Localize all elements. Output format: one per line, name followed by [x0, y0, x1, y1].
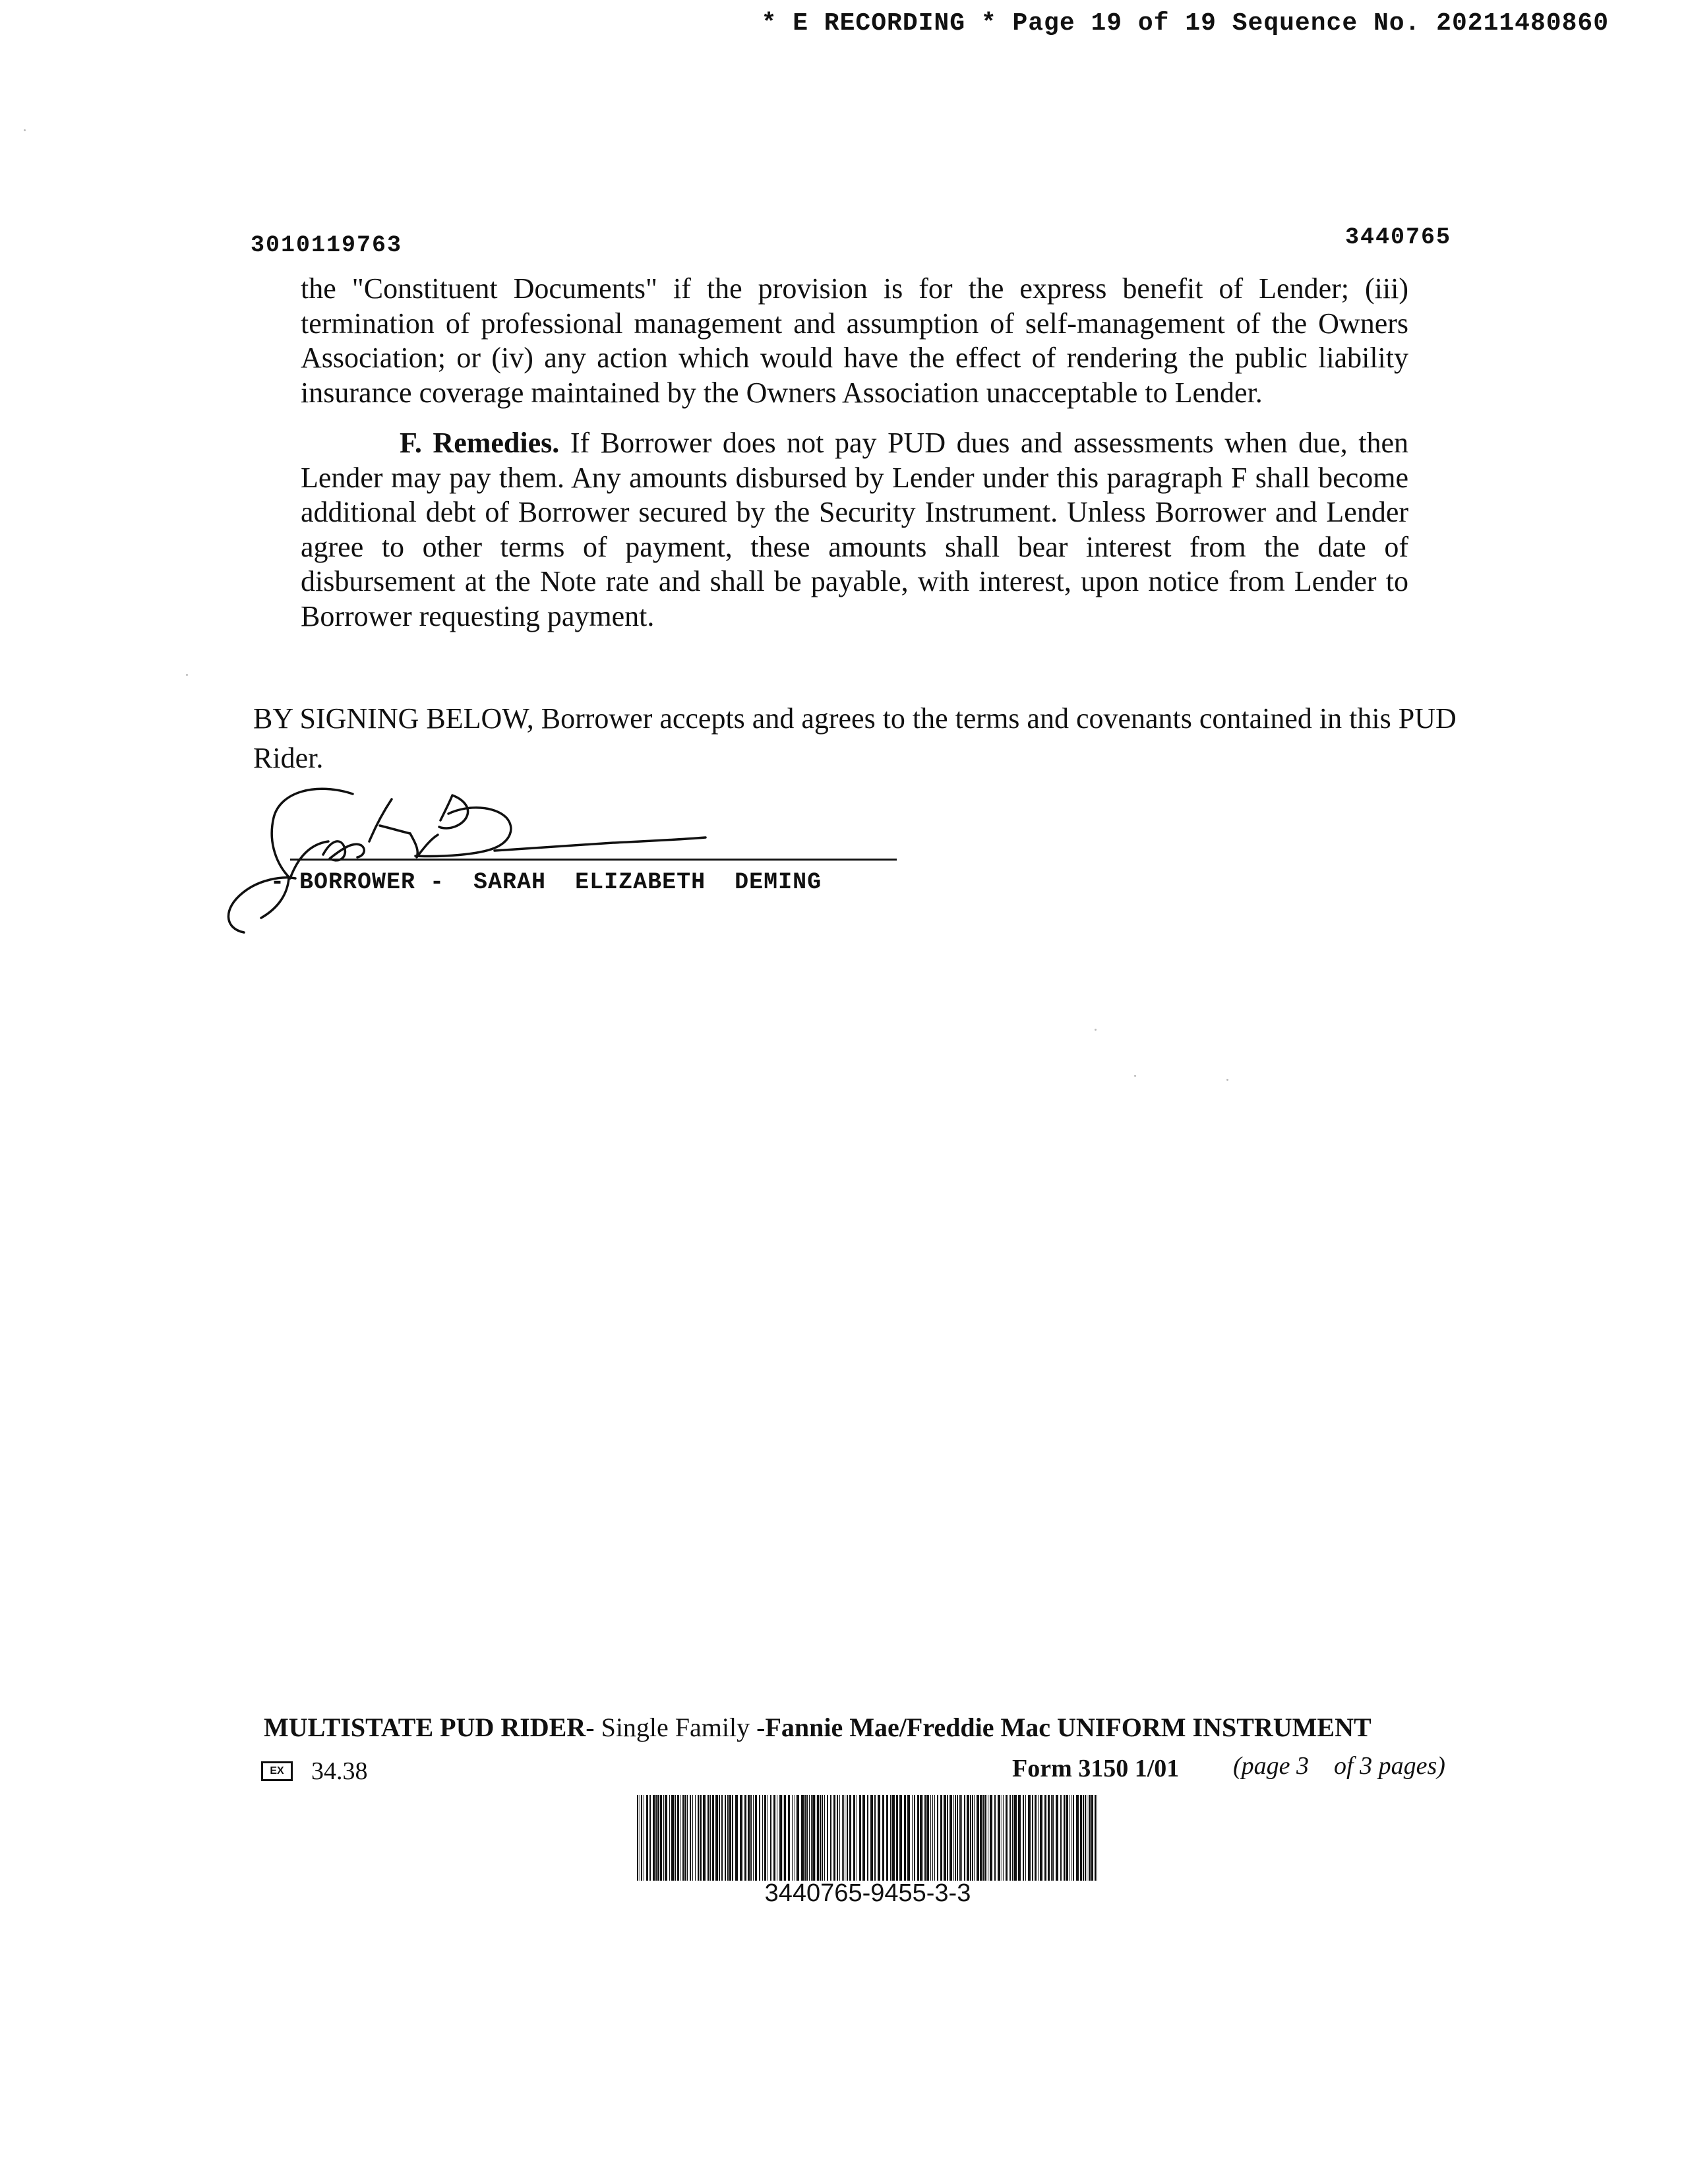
barcode-bar — [914, 1795, 915, 1881]
barcode-bar — [779, 1795, 782, 1881]
barcode-bar — [926, 1795, 929, 1881]
barcode-bar — [843, 1795, 844, 1881]
loan-number: 3010119763 — [251, 232, 403, 258]
barcode-bar — [890, 1795, 891, 1881]
barcode-bar — [1023, 1795, 1024, 1881]
barcode-bar — [796, 1795, 797, 1881]
barcode-bar — [820, 1795, 821, 1881]
barcode-bar — [859, 1795, 861, 1881]
page-count: (page 3 of 3 pages) — [1233, 1752, 1445, 1780]
barcode-bar — [867, 1795, 868, 1881]
signing-statement: BY SIGNING BELOW, Borrower accepts and agrees to the terms and covenants contained in this PUD Rider. — [253, 702, 1457, 774]
ex-box-icon: EX — [261, 1761, 293, 1781]
barcode-bar — [1032, 1795, 1033, 1881]
barcode-bar — [953, 1795, 954, 1881]
barcode-bar — [1095, 1795, 1096, 1881]
barcode-bar — [817, 1795, 819, 1881]
barcode-bar — [1085, 1795, 1086, 1881]
barcode-bar — [1060, 1795, 1062, 1881]
barcode-bar — [904, 1795, 906, 1881]
barcode-bar — [1073, 1795, 1074, 1881]
barcode-bar — [959, 1795, 961, 1881]
barcode-bar — [663, 1795, 664, 1881]
barcode-bar — [806, 1795, 808, 1881]
barcode-bar — [687, 1795, 688, 1881]
barcode-bar — [649, 1795, 651, 1881]
barcode-bar — [837, 1795, 838, 1881]
barcode-bar — [1044, 1795, 1046, 1881]
barcode-bar — [641, 1795, 642, 1881]
paragraph-f-text: If Borrower does not pay PUD dues and assessments when due, then Lender may pay them. Any amounts disbursed by Lender under this paragraph F shall become additional debt of Borrower secured by the Security Instrument. Unless Borrower and Lender agree to other terms of payment, these amounts shall bear interest from the date of disbursement at the Note rate and shall be payable, with interest, upon notice from Lender to Borrower requesting payment. — [301, 427, 1409, 632]
barcode-bar — [970, 1795, 971, 1881]
barcode-bar — [695, 1795, 696, 1881]
barcode-bar — [690, 1795, 691, 1881]
barcode-bar — [833, 1795, 835, 1881]
barcode-bar — [882, 1795, 884, 1881]
barcode-bar — [707, 1795, 708, 1881]
barcode-bar — [849, 1795, 851, 1881]
barcode-bar — [824, 1795, 825, 1881]
barcode-bar — [1089, 1795, 1091, 1881]
barcode-number: 3440765-9455-3-3 — [764, 1879, 971, 1907]
barcode-bar — [957, 1795, 958, 1881]
barcode-bar — [1091, 1795, 1093, 1881]
form-title — [264, 1712, 1372, 1743]
barcode-bar — [1064, 1795, 1065, 1881]
barcode-bar — [1006, 1795, 1008, 1881]
barcode-bar — [1076, 1795, 1079, 1881]
barcode-bar — [797, 1795, 799, 1881]
barcode-bar — [1014, 1795, 1017, 1881]
barcode-bar — [740, 1795, 742, 1881]
barcode-bar — [984, 1795, 986, 1881]
barcode-bar — [665, 1795, 667, 1881]
barcode-bar — [980, 1795, 982, 1881]
barcode-bar — [853, 1795, 855, 1881]
barcode-bar — [937, 1795, 938, 1881]
barcode-bar — [721, 1795, 723, 1881]
barcode-bar — [940, 1795, 942, 1881]
barcode-bar — [896, 1795, 898, 1881]
barcode-bar — [719, 1795, 720, 1881]
barcode-bar — [725, 1795, 726, 1881]
barcode-bar — [932, 1795, 933, 1881]
barcode-bar — [842, 1795, 843, 1881]
scan-speck — [1095, 1029, 1097, 1031]
barcode-bar — [994, 1795, 996, 1881]
barcode-bar — [899, 1795, 902, 1881]
barcode-bar — [947, 1795, 948, 1881]
barcode-bar — [675, 1795, 676, 1881]
barcode-bar — [759, 1795, 760, 1881]
form-code: 34.38 — [311, 1757, 368, 1785]
barcode-bar — [1038, 1795, 1039, 1881]
barcode-bar — [830, 1795, 831, 1881]
barcode-bar — [669, 1795, 670, 1881]
barcode-bar — [892, 1795, 895, 1881]
barcode-bar — [874, 1795, 876, 1881]
form-title-instrument: Fannie Mae/Freddie Mac UNIFORM INSTRUMENT — [765, 1713, 1372, 1742]
form-number: Form 3150 1/01 — [1012, 1755, 1180, 1782]
min-number: 3440765 — [1345, 224, 1452, 251]
barcode-bar — [804, 1795, 806, 1881]
barcode-bar — [961, 1795, 962, 1881]
barcode-bar — [847, 1795, 848, 1881]
barcode-bar — [922, 1795, 923, 1881]
barcode-bar — [684, 1795, 686, 1881]
barcode-bar — [773, 1795, 775, 1881]
barcode-bar — [1080, 1795, 1082, 1881]
barcode-bar — [762, 1795, 763, 1881]
barcode-bar — [944, 1795, 946, 1881]
scan-speck — [1226, 1079, 1228, 1081]
barcode-bar — [990, 1795, 992, 1881]
barcode-bar — [637, 1795, 638, 1881]
barcode-bar — [977, 1795, 979, 1881]
barcode-bar — [712, 1795, 714, 1881]
barcode-bar — [764, 1795, 766, 1881]
barcode-bar — [710, 1795, 711, 1881]
barcode-bar — [770, 1795, 771, 1881]
barcode-bar — [930, 1795, 931, 1881]
barcode-bar — [729, 1795, 731, 1881]
barcode-bar — [657, 1795, 659, 1881]
barcode-bar — [1018, 1795, 1021, 1881]
barcode-bar — [753, 1795, 754, 1881]
form-code-row — [261, 1757, 368, 1786]
barcode-bar — [1025, 1795, 1026, 1881]
barcode-bar — [682, 1795, 684, 1881]
barcode-bar — [735, 1795, 738, 1881]
barcode-bar — [750, 1795, 752, 1881]
barcode-bar — [788, 1795, 790, 1881]
barcode-bar — [1083, 1795, 1084, 1881]
barcode-bar — [998, 1795, 1000, 1881]
barcode-bar — [1035, 1795, 1037, 1881]
barcode-bar — [1003, 1795, 1004, 1881]
barcode — [637, 1795, 1099, 1881]
barcode-bar — [801, 1795, 804, 1881]
barcode-bar — [950, 1795, 952, 1881]
barcode-bar — [974, 1795, 975, 1881]
paragraph-e-continuation: the "Constituent Documents" if the provision is for the express benefit of Lender; (iii) termination of professional management and assumption of self-management of the Owners Association; or (iv) any action which would have the effect of rendering the public liability insurance coverage maintained by the Owners Association unacceptable to Lender. — [301, 272, 1408, 409]
barcode-bar — [677, 1795, 679, 1881]
scan-speck — [1134, 1075, 1136, 1077]
barcode-bar — [886, 1795, 888, 1881]
signature-line — [290, 859, 897, 861]
barcode-bar — [744, 1795, 746, 1881]
scan-speck — [24, 129, 26, 131]
barcode-bar — [1052, 1795, 1054, 1881]
barcode-bar — [708, 1795, 709, 1881]
barcode-bar — [809, 1795, 810, 1881]
barcode-bar — [700, 1795, 702, 1881]
barcode-bar — [870, 1795, 873, 1881]
barcode-bar — [671, 1795, 674, 1881]
barcode-bar — [812, 1795, 815, 1881]
barcode-bar — [1040, 1795, 1042, 1881]
barcode-bar — [862, 1795, 865, 1881]
barcode-bar — [732, 1795, 733, 1881]
barcode-bar — [1056, 1795, 1058, 1881]
barcode-bar — [1066, 1795, 1068, 1881]
form-title-type: - Single Family - — [586, 1713, 766, 1742]
barcode-bar — [1051, 1795, 1052, 1881]
barcode-bar — [646, 1795, 648, 1881]
barcode-bar — [827, 1795, 828, 1881]
barcode-bar — [878, 1795, 880, 1881]
barcode-bar — [748, 1795, 750, 1881]
barcode-bar — [703, 1795, 706, 1881]
barcode-bar — [955, 1795, 956, 1881]
scan-speck — [186, 674, 188, 676]
barcode-bar — [660, 1795, 662, 1881]
barcode-bar — [692, 1795, 693, 1881]
barcode-bar — [1012, 1795, 1013, 1881]
form-title-name: MULTISTATE PUD RIDER — [264, 1713, 586, 1742]
barcode-bar — [755, 1795, 757, 1881]
barcode-bar — [653, 1795, 655, 1881]
recording-header: * E RECORDING * Page 19 of 19 Sequence No. 20211480860 — [761, 9, 1609, 38]
barcode-bar — [811, 1795, 812, 1881]
barcode-bar — [912, 1795, 913, 1881]
barcode-bar — [917, 1795, 919, 1881]
barcode-bar — [839, 1795, 840, 1881]
barcode-bar — [655, 1795, 657, 1881]
barcode-bar — [907, 1795, 910, 1881]
barcode-bar — [1010, 1795, 1011, 1881]
paragraph-f-heading: F. Remedies. — [400, 427, 560, 459]
barcode-bar — [964, 1795, 965, 1881]
barcode-bar — [967, 1795, 969, 1881]
barcode-bar — [792, 1795, 793, 1881]
barcode-bar — [727, 1795, 729, 1881]
barcode-bar — [934, 1795, 935, 1881]
borrower-name-label: - BORROWER - SARAH ELIZABETH DEMING — [270, 869, 822, 895]
barcode-bar — [715, 1795, 718, 1881]
barcode-bar — [822, 1795, 823, 1881]
paragraph-f-remedies — [301, 426, 1408, 634]
barcode-bar — [784, 1795, 786, 1881]
barcode-bar — [924, 1795, 926, 1881]
barcode-bar — [698, 1795, 699, 1881]
barcode-bar — [920, 1795, 922, 1881]
barcode-bar — [982, 1795, 984, 1881]
barcode-bar — [1028, 1795, 1031, 1881]
rider-body — [301, 272, 1408, 634]
barcode-bar — [972, 1795, 973, 1881]
barcode-bar — [1048, 1795, 1050, 1881]
